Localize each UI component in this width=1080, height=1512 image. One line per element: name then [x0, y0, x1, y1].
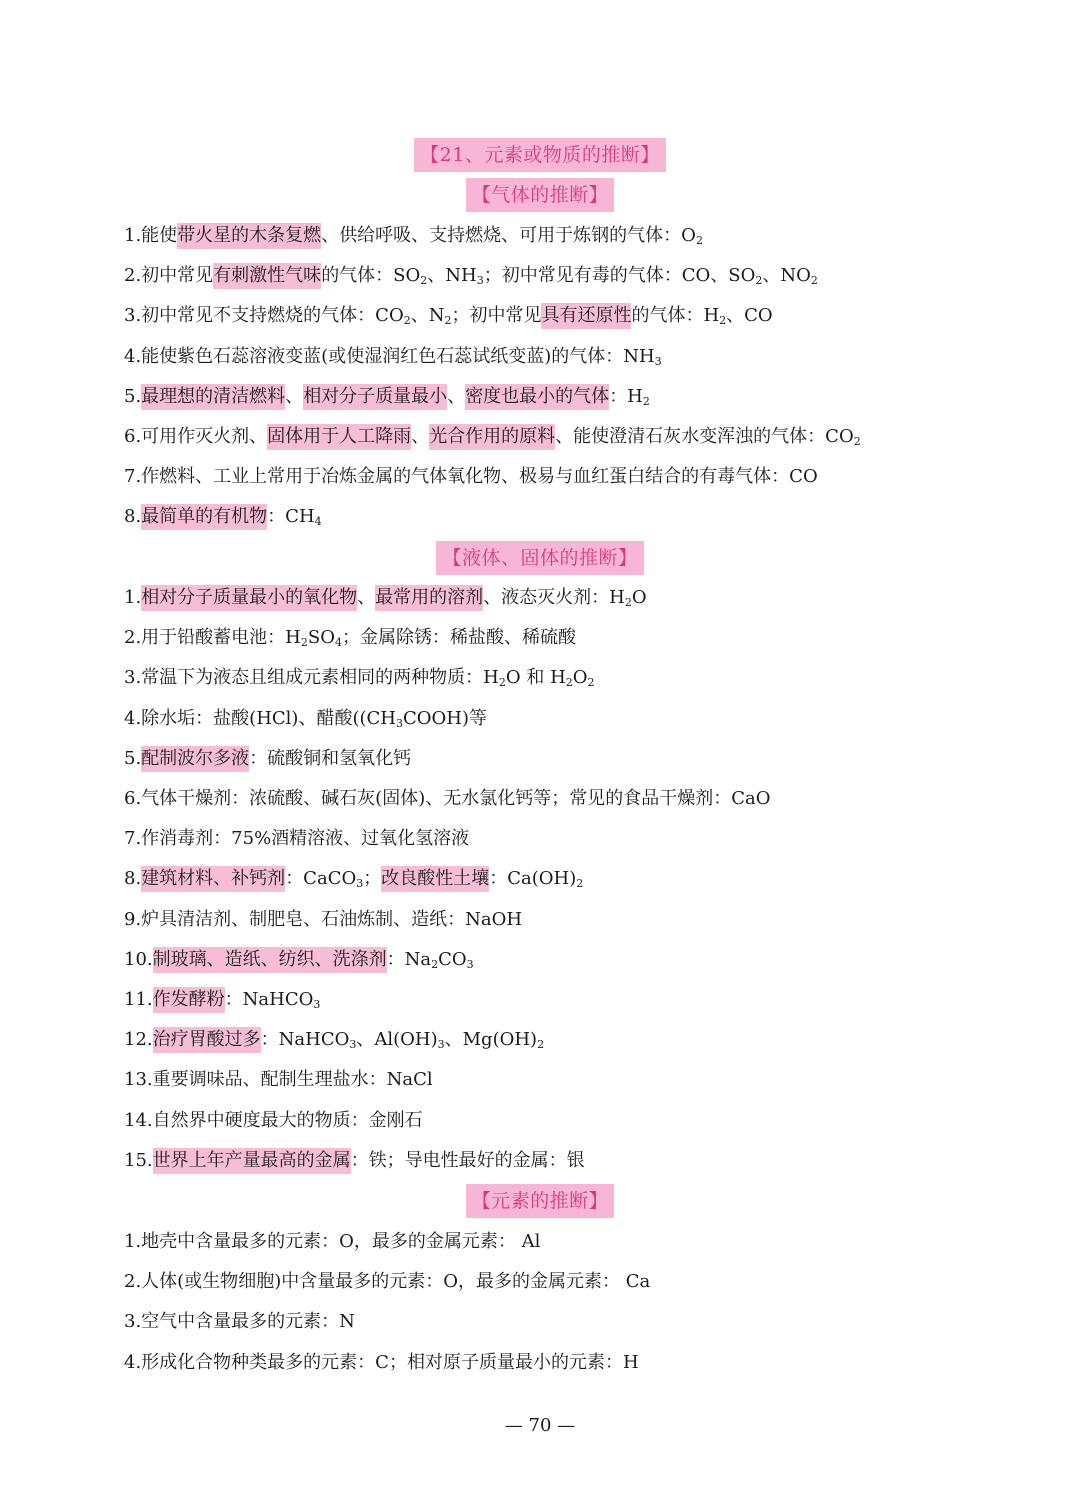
list-item	[124, 745, 1044, 775]
text-run: 1.能使	[124, 225, 178, 246]
subscript: 2	[587, 676, 595, 689]
subscript: 2	[719, 314, 727, 327]
list-item	[124, 222, 1044, 252]
text-run: ；	[363, 868, 382, 889]
text-run: ：Na	[386, 949, 432, 970]
list-item	[124, 463, 1044, 493]
text-run: 、	[357, 587, 376, 608]
text-run: SO	[307, 627, 335, 648]
subscript: 2	[642, 395, 650, 408]
text-run: 4.除水垢：盐酸(HCl)、醋酸((CH	[124, 708, 396, 729]
text-run: 13.重要调味品、配制生理盐水：NaCl	[124, 1069, 433, 1090]
section-heading-row	[0, 541, 1080, 575]
text-run: ：硫酸铜和氢氧化钙	[249, 748, 412, 769]
subscript: 3	[437, 1038, 445, 1051]
subscript: 2	[300, 636, 308, 649]
list-item	[124, 1349, 1044, 1379]
text-run: 2.用于铅酸蓄电池：H	[124, 627, 301, 648]
text-run: ：铁；导电性最好的金属：银	[350, 1150, 585, 1171]
subscript: 2	[403, 314, 411, 327]
list-item	[124, 865, 1044, 895]
text-run: 、Al(OH)	[356, 1029, 438, 1050]
text-run: 2.初中常见	[124, 265, 214, 286]
text-run: ：NaHCO	[260, 1029, 350, 1050]
list-item	[124, 946, 1044, 976]
subscript: 3	[395, 717, 403, 730]
text-run: 5.	[124, 386, 142, 407]
highlighted-text: 相对分子质量最小的氧化物	[141, 585, 357, 611]
text-run: 、NO	[762, 265, 811, 286]
text-run: CO	[438, 949, 467, 970]
text-run: 、能使澄清石灰水变浑浊的气体：CO	[555, 426, 854, 447]
text-run: 6.可用作灭火剂、	[124, 426, 268, 447]
list-item	[124, 785, 1044, 815]
highlighted-text: 治疗胃酸过多	[153, 1027, 261, 1053]
list-item	[124, 705, 1044, 735]
subscript: 2	[498, 676, 506, 689]
subscript: 2	[420, 274, 428, 287]
highlighted-text: 具有还原性	[541, 303, 631, 329]
text-run: 、N	[410, 305, 445, 326]
text-run: 1.	[124, 587, 142, 608]
subscript: 2	[695, 234, 703, 247]
text-run: 的气体：H	[631, 305, 720, 326]
text-run: O	[572, 667, 588, 688]
list-item	[124, 1308, 1044, 1338]
section-heading-liquid-solid: 【液体、固体的推断】	[436, 541, 643, 575]
subscript: 2	[431, 958, 439, 971]
text-run: 7.作消毒剂：75%酒精溶液、过氧化氢溶液	[124, 828, 470, 849]
highlighted-text: 有刺激性气味	[213, 263, 321, 289]
main-title: 【21、元素或物质的推断】	[414, 138, 666, 172]
text-run: 3.常温下为液态且组成元素相同的两种物质：H	[124, 667, 499, 688]
list-item	[124, 1026, 1044, 1056]
list-item	[124, 1107, 1044, 1137]
highlighted-text: 最理想的清洁燃料	[141, 384, 285, 410]
highlighted-text: 带火星的木条复燃	[177, 223, 321, 249]
text-run: 10.	[124, 949, 153, 970]
list-item	[124, 423, 1044, 453]
list-item	[124, 906, 1044, 936]
list-item	[124, 1066, 1044, 1096]
text-run: 4.形成化合物种类最多的元素：C；相对原子质量最小的元素：H	[124, 1352, 639, 1373]
list-item	[124, 302, 1044, 332]
list-item	[124, 262, 1044, 292]
highlighted-text: 配制波尔多液	[141, 746, 249, 772]
highlighted-text: 世界上年产量最高的金属	[153, 1148, 351, 1174]
highlighted-text: 固体用于人工降雨	[267, 424, 411, 450]
text-run: 12.	[124, 1029, 153, 1050]
subscript: 2	[537, 1038, 545, 1051]
text-run: 、Mg(OH)	[444, 1029, 538, 1050]
page-number: — 70 —	[504, 1415, 576, 1436]
highlighted-text: 光合作用的原料	[429, 424, 555, 450]
highlighted-text: 改良酸性土壤	[381, 866, 489, 892]
text-run: ；初中常见有毒的气体：CO、SO	[483, 265, 756, 286]
subscript: 2	[444, 314, 452, 327]
highlighted-text: 作发酵粉	[153, 987, 225, 1013]
list-item	[124, 343, 1044, 373]
text-run: ；金属除锈：稀盐酸、稀硫酸	[341, 627, 576, 648]
text-run: 3.空气中含量最多的元素：N	[124, 1311, 355, 1332]
section-heading-row	[0, 178, 1080, 212]
text-run: ：CaCO	[285, 868, 357, 889]
list-item	[124, 1268, 1044, 1298]
list-item	[124, 383, 1044, 413]
text-run: ：CH	[267, 506, 315, 527]
text-run: 4.能使紫色石蕊溶液变蓝(或使湿润红色石蕊试纸变蓝)的气体：NH	[124, 346, 655, 367]
list-item	[124, 664, 1044, 694]
text-run: 1.地壳中含量最多的元素：O，最多的金属元素： Al	[124, 1231, 541, 1252]
subscript: 3	[466, 958, 474, 971]
section-heading-row	[0, 1184, 1080, 1218]
text-run: 2.人体(或生物细胞)中含量最多的元素：O，最多的金属元素： Ca	[124, 1271, 651, 1292]
highlighted-text: 相对分子质量最小	[303, 384, 447, 410]
subscript: 3	[476, 274, 484, 287]
subscript: 2	[810, 274, 818, 287]
text-run: 7.作燃料、工业上常用于冶炼金属的气体氧化物、极易与血红蛋白结合的有毒气体：CO	[124, 466, 818, 487]
text-run: 11.	[124, 989, 153, 1010]
text-run: O 和 H	[505, 667, 566, 688]
list-item	[124, 503, 1044, 533]
text-run: 3.初中常见不支持燃烧的气体：CO	[124, 305, 404, 326]
text-run: 6.气体干燥剂：浓硫酸、碱石灰(固体)、无水氯化钙等；常见的食品干燥剂：CaO	[124, 788, 771, 809]
section-heading-element: 【元素的推断】	[466, 1184, 615, 1218]
text-run: 、	[411, 426, 430, 447]
text-run: 、	[447, 386, 466, 407]
text-run: COOH)等	[402, 708, 487, 729]
text-run: ；初中常见	[451, 305, 542, 326]
subscript: 2	[853, 435, 861, 448]
text-run: O	[631, 587, 647, 608]
highlighted-text: 建筑材料、补钙剂	[141, 866, 285, 892]
subscript: 2	[755, 274, 763, 287]
subscript: 3	[349, 1038, 357, 1051]
list-item	[124, 624, 1044, 654]
subscript: 3	[313, 998, 321, 1011]
subscript: 4	[334, 636, 342, 649]
text-run: 、	[285, 386, 304, 407]
text-run: 5.	[124, 748, 142, 769]
text-run: 9.炉具清洁剂、制肥皂、石油炼制、造纸：NaOH	[124, 909, 523, 930]
text-run: 、供给呼吸、支持燃烧、可用于炼钢的气体：O	[321, 225, 696, 246]
highlighted-text: 最简单的有机物	[141, 504, 267, 530]
main-title-row	[0, 138, 1080, 172]
list-item	[124, 825, 1044, 855]
list-item	[124, 584, 1044, 614]
highlighted-text: 密度也最小的气体	[465, 384, 609, 410]
list-item	[124, 986, 1044, 1016]
text-run: 的气体：SO	[321, 265, 421, 286]
list-item	[124, 1147, 1044, 1177]
subscript: 3	[654, 355, 662, 368]
text-run: ：Ca(OH)	[489, 868, 577, 889]
text-run: ：NaHCO	[224, 989, 314, 1010]
subscript: 2	[565, 676, 573, 689]
text-run: ：H	[609, 386, 643, 407]
highlighted-text: 最常用的溶剂	[375, 585, 483, 611]
highlighted-text: 制玻璃、造纸、纺织、洗涤剂	[153, 947, 387, 973]
text-run: 8.	[124, 506, 142, 527]
text-run: 、CO	[726, 305, 773, 326]
text-run: 、NH	[427, 265, 477, 286]
text-run: 14.自然界中硬度最大的物质：金刚石	[124, 1110, 423, 1131]
text-run: 15.	[124, 1150, 153, 1171]
subscript: 3	[356, 877, 364, 890]
text-run: 8.	[124, 868, 142, 889]
text-run: 、液态灭火剂：H	[483, 587, 625, 608]
subscript: 2	[576, 877, 584, 890]
subscript: 2	[624, 596, 632, 609]
section-heading-gas: 【气体的推断】	[466, 178, 615, 212]
list-item	[124, 1228, 1044, 1258]
subscript: 4	[314, 515, 322, 528]
